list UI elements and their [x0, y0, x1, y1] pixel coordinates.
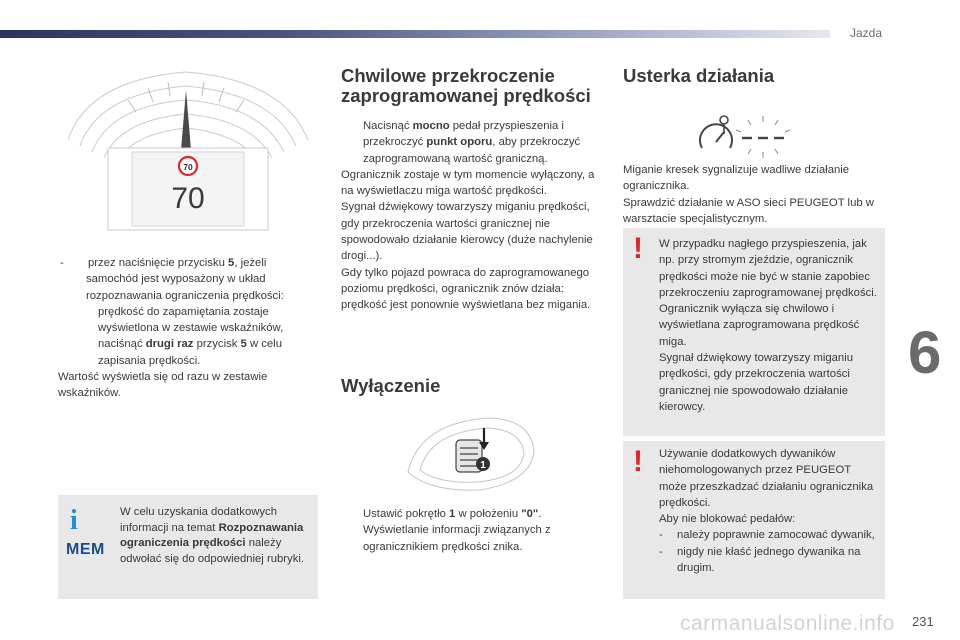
warning-box	[623, 441, 885, 599]
paragraph: Gdy tylko pojazd powraca do zaprogramowanego poziomu prędkości, ogranicznik znów działa: prędkość jest ponownie wyświetlana bez migania.	[341, 266, 591, 312]
warning-icon: !	[633, 232, 643, 265]
section-heading: Usterka działania	[623, 65, 775, 86]
memo-icon: MEM	[66, 541, 105, 558]
paragraph: Sprawdzić działanie w ASO sieci PEUGEOT lub w warsztacie specjalistycznym.	[623, 196, 874, 225]
list-item: naciśnąć drugi raz przycisk 5 w celu zapisania prędkości.	[98, 338, 282, 367]
warning-icon: !	[633, 445, 643, 478]
list-item: Nacisnąć mocno pedał przyspieszenia i przekroczyć punkt oporu, aby przekroczyć zaprogramowaną wartość graniczną.	[363, 120, 581, 165]
list-item: - należy poprawnie zamocować dywanik,	[659, 529, 875, 542]
info-text: W celu uzyskania dodatkowych informacji na temat Rozpoznawania ograniczenia prędkości należy odwołać się do odpowiedniej rubryki.	[120, 506, 304, 565]
warning-text: Używanie dodatkowych dywaników niehomologowanych przez PEUGEOT może przeszkadzać działaniu ogranicznika prędkości. Aby nie blokować pedałów: - należy poprawnie zamocować dywanik, - nigdy nie kłaść jednego dywanika na drugim.	[659, 446, 877, 576]
list-item: - przez naciśnięcie przycisku 5, jeżeli samochód jest wyposażony w układ rozpoznawania ograniczenia prędkości:	[60, 257, 284, 302]
left-text	[58, 255, 316, 402]
paragraph: Ogranicznik zostaje w tym momencie wyłączony, a na wyświetlaczu miga wartość prędkości.	[341, 168, 595, 198]
paragraph: Sygnał dźwiękowy towarzyszy miganiu prędkości, gdy przekroczenia wartości granicznej nie spowodowało działanie kierowcy (duże nachylenie drogi...).	[341, 201, 593, 263]
info-icon: i	[70, 505, 78, 536]
paragraph: Wartość wyświetla się od razu w zestawie wskaźników.	[58, 371, 268, 400]
paragraph: Miganie kresek sygnalizuje wadliwe działanie ogranicznika.	[623, 164, 850, 193]
callout-number: 1	[480, 460, 486, 471]
section-title: Jazda	[850, 26, 883, 40]
cluster-speed-value: 70	[171, 182, 205, 215]
warning-text: W przypadku nagłego przyspieszenia, jak np. przy stromym zjeździe, ogranicznik prędkości może nie być w stanie zapobiec przekroczeniu zaprogramowanej prędkości. Ogranicznik wyłącza się chwilowo i wyświetlana zaprogramowana prędkość miga. Sygnał dźwiękowy towarzyszy miganiu prędkości, gdy przekroczenia wartości granicznej nie spowodowało działanie kierowcy.	[659, 238, 877, 413]
speed-limit-sign: 70	[183, 162, 193, 172]
watermark: carmanualsonline.info	[680, 612, 895, 635]
middle-column	[341, 66, 603, 314]
warning-box	[623, 228, 885, 436]
page-number: 231	[912, 614, 934, 629]
section-heading: Chwilowe przekroczenie zaprogramowanej prędkości	[341, 65, 591, 106]
list-item: - nigdy nie kłaść jednego dywanika na drugim.	[659, 545, 861, 575]
chapter-tab	[904, 319, 960, 390]
instrument-cluster-illustration	[58, 60, 318, 235]
fault-indicator-illustration	[690, 112, 810, 160]
list-item: Ustawić pokrętło 1 w położeniu "0". Wyświetlanie informacji związanych z ogranicznikiem prędkości znika.	[363, 508, 551, 553]
section-heading: Wyłączenie	[341, 375, 441, 396]
right-text	[623, 162, 885, 227]
steering-stalk-illustration	[400, 412, 540, 494]
header-bar	[0, 30, 830, 38]
chapter-number: 6	[908, 319, 942, 386]
list-item: prędkość do zapamiętania zostaje wyświetlona w zestawie wskaźników,	[98, 305, 284, 335]
info-box	[58, 495, 318, 599]
middle-bottom-text	[341, 506, 581, 555]
